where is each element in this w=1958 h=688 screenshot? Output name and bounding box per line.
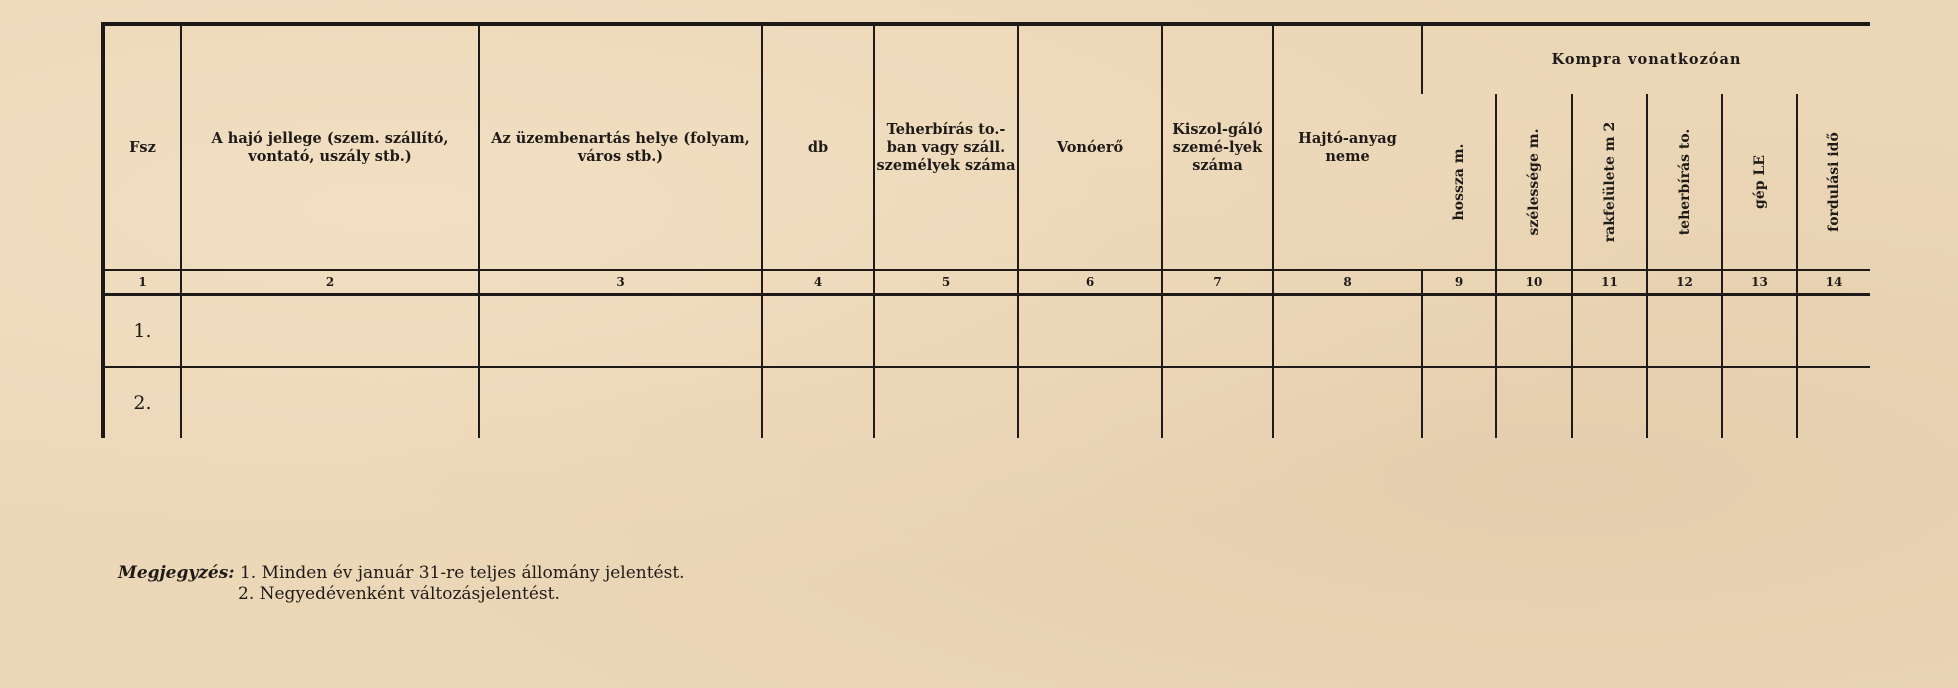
header-fsz: Fsz — [103, 24, 181, 270]
row-number: 1. — [103, 295, 181, 368]
column-number: 14 — [1797, 270, 1870, 295]
cell-kiszolgalo[interactable] — [1162, 367, 1273, 438]
cell-kiszolgalo[interactable] — [1162, 295, 1273, 368]
header-gep-le: gép LE — [1722, 94, 1797, 270]
header-hossza: hossza m. — [1450, 143, 1467, 220]
cell-teherbiras[interactable] — [874, 367, 1018, 438]
header-hajo-jellege: A hajó jellege (szem. szállító, vontató, uszály stb.) — [181, 24, 479, 270]
cell-teherbiras-to[interactable] — [1647, 367, 1722, 438]
cell-fordulasi-ido[interactable] — [1797, 367, 1870, 438]
column-number: 9 — [1422, 270, 1496, 295]
table-row — [103, 367, 1870, 438]
header-vonoero: Vonóerő — [1018, 24, 1162, 270]
column-number: 2 — [181, 270, 479, 295]
column-number: 13 — [1722, 270, 1797, 295]
column-number: 7 — [1162, 270, 1273, 295]
cell-hajo-jellege[interactable] — [181, 295, 479, 368]
header-fordulasi-ido: fordulási idő — [1797, 94, 1870, 270]
column-number: 10 — [1496, 270, 1572, 295]
column-number: 3 — [479, 270, 762, 295]
column-number: 4 — [762, 270, 874, 295]
row-number: 2. — [103, 367, 181, 438]
cell-hajtoanyag[interactable] — [1273, 367, 1422, 438]
header-szelessege: szélessége m. — [1496, 94, 1572, 270]
cell-hossza[interactable] — [1422, 367, 1496, 438]
cell-szelessege[interactable] — [1496, 295, 1572, 368]
cell-rakfelulete[interactable] — [1572, 367, 1647, 438]
header-teherbiras-to: teherbírás to. — [1647, 94, 1722, 270]
header-uzembenartas-helye: Az üzembenartás helye (folyam, város stb.) — [479, 24, 762, 270]
column-number: 5 — [874, 270, 1018, 295]
column-number: 12 — [1647, 270, 1722, 295]
column-number: 6 — [1018, 270, 1162, 295]
footnote-line-1 — [118, 563, 685, 584]
footnote-text-2: 2. Negyedévenként változásjelentést. — [238, 584, 560, 604]
cell-teherbiras[interactable] — [874, 295, 1018, 368]
footnote-label: Megjegyzés: — [118, 563, 235, 583]
header-kompra-group: Kompra vonatkozóan — [1422, 24, 1870, 94]
header-db: db — [762, 24, 874, 270]
cell-db[interactable] — [762, 367, 874, 438]
footnote — [118, 563, 685, 605]
cell-fordulasi-ido[interactable] — [1797, 295, 1870, 368]
cell-hossza[interactable] — [1422, 295, 1496, 368]
cell-vonoero[interactable] — [1018, 367, 1162, 438]
table-row — [103, 295, 1870, 368]
column-number: 8 — [1273, 270, 1422, 295]
header-teherbiras: Teherbírás to.-ban vagy száll. személyek száma — [874, 24, 1018, 270]
cell-hajo-jellege[interactable] — [181, 367, 479, 438]
header-rakfelulete: rakfelülete m 2 — [1572, 94, 1647, 270]
cell-db[interactable] — [762, 295, 874, 368]
report-form-table — [101, 22, 1870, 438]
footnote-line-2 — [118, 584, 685, 605]
cell-hajtoanyag[interactable] — [1273, 295, 1422, 368]
cell-vonoero[interactable] — [1018, 295, 1162, 368]
header-hajtoanyag: Hajtó-anyag neme — [1273, 24, 1422, 270]
cell-rakfelulete[interactable] — [1572, 295, 1647, 368]
cell-gep-le[interactable] — [1722, 367, 1797, 438]
cell-teherbiras-to[interactable] — [1647, 295, 1722, 368]
footnote-text-1: 1. Minden év január 31-re teljes állomány jelentést. — [239, 563, 685, 583]
cell-gep-le[interactable] — [1722, 295, 1797, 368]
cell-uzembenartas[interactable] — [479, 367, 762, 438]
column-number: 11 — [1572, 270, 1647, 295]
cell-uzembenartas[interactable] — [479, 295, 762, 368]
header-kiszolgalo-szemelyek: Kiszol-gáló szemé-lyek száma — [1162, 24, 1273, 270]
column-number: 1 — [103, 270, 181, 295]
cell-szelessege[interactable] — [1496, 367, 1572, 438]
